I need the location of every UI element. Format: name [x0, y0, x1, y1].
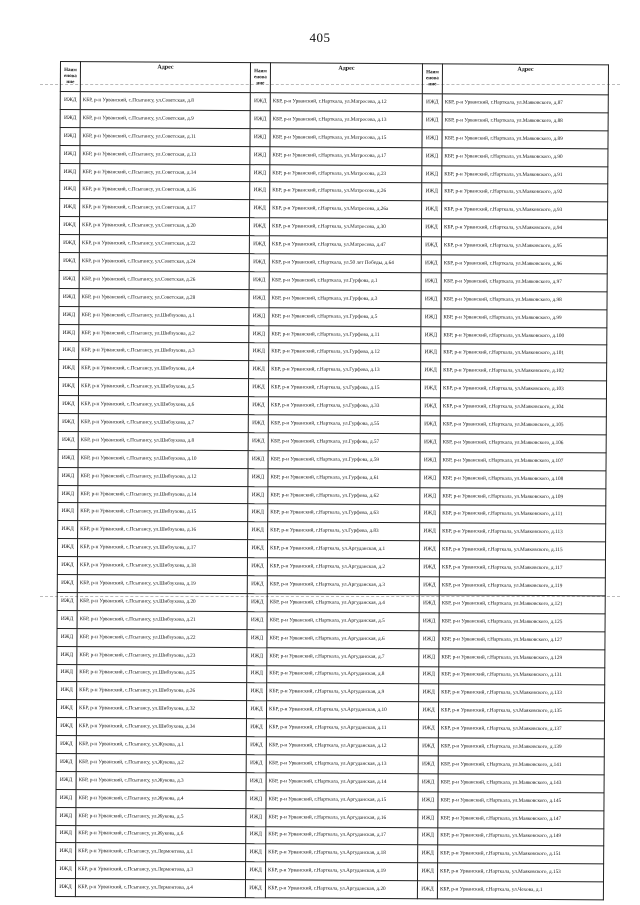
address-cell: КБР, р-н Урванский, г.Нарткала, ул.Гурфова, д.13 [269, 361, 421, 380]
address-cell: КБР, р-н Урванский, с.Псыгансу, ул.Советская, д.22 [79, 235, 249, 254]
object-type-cell: ИЖД [418, 702, 438, 720]
object-type-cell: ИЖД [60, 92, 80, 110]
address-cell: КБР, р-н Урванский, г.Нарткала, ул.Аргуданская, д.4 [267, 594, 419, 613]
object-type-cell: ИЖД [249, 218, 269, 236]
address-cell: КБР, р-н Урванский, с.Псыгансу, ул.Шибзухова, д.26 [77, 682, 247, 701]
address-cell: КБР, р-н Урванский, г.Нарткала, ул.Маяковского, д.90 [442, 148, 608, 167]
address-cell: КБР, р-н Урванский, г.Нарткала, ул.Маяковского, д.98 [441, 291, 607, 310]
address-cell: КБР, р-н Урванский, г.Нарткала, ул.Гурфова, д.3 [269, 290, 421, 309]
object-type-cell: ИЖД [422, 147, 442, 165]
address-cell: КБР, р-н Урванский, с.Псыгансу, ул.Жукова, д.6 [76, 825, 246, 844]
address-cell: КБР, р-н Урванский, г.Нарткала, ул.Маяковского, д.153 [437, 863, 603, 882]
address-cell: КБР, р-н Урванский, г.Нарткала, ул.Маяковского, д.115 [439, 541, 605, 560]
object-type-cell: ИЖД [419, 666, 439, 684]
object-type-cell: ИЖД [57, 646, 77, 664]
address-cell: КБР, р-н Урванский, г.Нарткала, ул.Гурфова, д.33 [268, 397, 420, 416]
object-type-cell: ИЖД [60, 181, 80, 199]
address-cell: КБР, р-н Урванский, г.Нарткала, ул.Маяковского, д.97 [441, 273, 607, 292]
object-type-cell: ИЖД [250, 93, 270, 111]
address-cell: КБР, р-н Урванский, с.Псыгансу, ул.Шибзухова, д.16 [78, 521, 248, 540]
address-cell: КБР, р-н Урванский, г.Нарткала, ул.Матросова, д.30 [269, 218, 421, 237]
address-cell: КБР, р-н Урванский, г.Нарткала, ул.Гурфова, д.59 [268, 451, 420, 470]
object-type-cell: ИЖД [57, 628, 77, 646]
address-cell: КБР, р-н Урванский, с.Псыгансу, ул.Шибзухова, д.3 [79, 342, 249, 361]
object-type-cell: ИЖД [58, 396, 78, 414]
object-type-cell: ИЖД [420, 505, 440, 523]
object-type-cell: ИЖД [56, 718, 76, 736]
object-type-cell: ИЖД [247, 594, 267, 612]
address-cell: КБР, р-н Урванский, с.Псыгансу, ул.Лермонтова, д.1 [76, 843, 246, 862]
address-cell: КБР, р-н Урванский, г.Нарткала, ул.Маяковского, д.127 [439, 631, 605, 650]
object-type-cell: ИЖД [249, 236, 269, 254]
address-cell: КБР, р-н Урванский, г.Нарткала, ул.Маяковского, д.96 [441, 255, 607, 274]
object-type-cell: ИЖД [58, 414, 78, 432]
object-type-cell: ИЖД [422, 129, 442, 147]
address-cell: КБР, р-н Урванский, г.Нарткала, ул.Аргуданская, д.10 [266, 701, 418, 720]
address-cell: КБР, р-н Урванский, г.Нарткала, ул.Маяковского, д.103 [440, 380, 606, 399]
object-type-cell: ИЖД [59, 360, 79, 378]
object-type-cell: ИЖД [55, 879, 75, 897]
object-type-cell: ИЖД [421, 237, 441, 255]
address-cell: КБР, р-н Урванский, с.Псыгансу, ул.Жукова, д.1 [76, 736, 246, 755]
address-cell: КБР, р-н Урванский, г.Нарткала, ул.Маяковского, д.107 [440, 452, 606, 471]
object-type-cell: ИЖД [59, 253, 79, 271]
address-cell: КБР, р-н Урванский, г.Нарткала, ул.Маяковского, д.91 [442, 165, 608, 184]
object-type-cell: ИЖД [420, 487, 440, 505]
object-type-cell: ИЖД [245, 880, 265, 898]
address-cell: КБР, р-н Урванский, г.Нарткала, ул.Маяковского, д.94 [441, 219, 607, 238]
object-type-cell: ИЖД [247, 558, 267, 576]
object-type-cell: ИЖД [60, 199, 80, 217]
address-cell: КБР, р-н Урванский, с.Псыгансу, ул.Жукова, д.5 [76, 807, 246, 826]
address-cell: КБР, р-н Урванский, г.Нарткала, ул.Матросова, д.15 [270, 129, 422, 148]
address-cell: КБР, р-н Урванский, с.Псыгансу, ул.Шибзухова, д.15 [78, 503, 248, 522]
object-type-cell: ИЖД [248, 397, 268, 415]
address-cell: КБР, р-н Урванский, г.Нарткала, ул.Аргуданская, д.18 [266, 844, 418, 863]
object-type-cell: ИЖД [248, 415, 268, 433]
address-cell: КБР, р-н Урванский, с.Псыгансу, ул.Жукова, д.4 [76, 789, 246, 808]
address-cell: КБР, р-н Урванский, с.Псыгансу, ул.Шибзухова, д.17 [77, 539, 247, 558]
object-type-cell: ИЖД [421, 362, 441, 380]
address-cell: КБР, р-н Урванский, г.Нарткала, ул.Гурфова, д.57 [268, 433, 420, 452]
object-type-cell: ИЖД [419, 630, 439, 648]
object-type-cell: ИЖД [246, 737, 266, 755]
address-cell: КБР, р-н Урванский, г.Нарткала, ул.Маяковского, д.129 [439, 648, 605, 667]
address-cell: КБР, р-н Урванский, г.Нарткала, ул.Маяковского, д.89 [442, 130, 608, 149]
address-cell: КБР, р-н Урванский, с.Псыгансу, ул.Шибзухова, д.23 [77, 646, 247, 665]
address-cell: КБР, р-н Урванский, с.Псыгансу, ул.Шибзухова, д.12 [78, 467, 248, 486]
object-type-cell: ИЖД [246, 772, 266, 790]
address-cell: КБР, р-н Урванский, г.Нарткала, ул.Матросова, д.23 [270, 164, 422, 183]
address-cell: КБР, р-н Урванский, с.Псыгансу, ул.Советская, д.26 [79, 271, 249, 290]
address-cell: КБР, р-н Урванский, г.Нарткала, ул.Матросова, д.12 [270, 93, 422, 112]
address-cell: КБР, р-н Урванский, г.Нарткала, ул.Аргуданская, д.13 [266, 755, 418, 774]
object-type-cell: ИЖД [59, 217, 79, 235]
object-type-cell: ИЖД [248, 504, 268, 522]
object-type-cell: ИЖД [58, 431, 78, 449]
object-type-cell: ИЖД [56, 861, 76, 879]
address-cell: КБР, р-н Урванский, г.Нарткала, ул.Маяковского, д.111 [440, 505, 606, 524]
address-cell: КБР, р-н Урванский, г.Нарткала, ул.Гурфова, д.1 [269, 272, 421, 291]
address-cell: КБР, р-н Урванский, с.Псыгансу, ул.Жукова, д.2 [76, 754, 246, 773]
object-type-cell: ИЖД [58, 467, 78, 485]
object-type-cell: ИЖД [59, 324, 79, 342]
object-type-cell: ИЖД [249, 325, 269, 343]
object-type-cell: ИЖД [419, 648, 439, 666]
object-type-cell: ИЖД [58, 378, 78, 396]
object-type-cell: ИЖД [418, 791, 438, 809]
object-type-cell: ИЖД [247, 647, 267, 665]
object-type-cell: ИЖД [418, 827, 438, 845]
address-cell: КБР, р-н Урванский, г.Нарткала, ул.Маяковского, д.133 [439, 684, 605, 703]
object-type-cell: ИЖД [420, 416, 440, 434]
header-row [60, 62, 608, 95]
object-type-cell: ИЖД [57, 664, 77, 682]
object-type-cell: ИЖД [248, 522, 268, 540]
address-cell: КБР, р-н Урванский, г.Нарткала, ул.Маяковского, д.141 [438, 756, 604, 775]
address-cell: КБР, р-н Урванский, г.Нарткала, ул.Маяковского, д.109 [440, 487, 606, 506]
object-type-cell: ИЖД [421, 344, 441, 362]
object-type-cell: ИЖД [250, 200, 270, 218]
object-type-cell: ИЖД [249, 254, 269, 272]
address-cell: КБР, р-н Урванский, с.Псыгансу, ул.Шибзухова, д.10 [78, 449, 248, 468]
object-type-cell: ИЖД [57, 682, 77, 700]
object-type-cell: ИЖД [421, 219, 441, 237]
address-cell: КБР, р-н Урванский, с.Псыгансу, ул.Шибзухова, д.32 [76, 700, 246, 719]
address-cell: КБР, р-н Урванский, г.Нарткала, ул.Маяковского, д.119 [439, 577, 605, 596]
address-cell: КБР, р-н Урванский, г.Нарткала, ул.Маяковского, д.135 [438, 702, 604, 721]
object-type-cell: ИЖД [250, 128, 270, 146]
object-type-cell: ИЖД [417, 881, 437, 899]
object-type-cell: ИЖД [246, 826, 266, 844]
object-type-cell: ИЖД [60, 145, 80, 163]
address-cell: КБР, р-н Урванский, с.Псыгансу, ул.Шибзухова, д.8 [78, 432, 248, 451]
address-cell: КБР, р-н Урванский, г.Нарткала, ул.Аргуданская, д.2 [267, 558, 419, 577]
address-cell: КБР, р-н Урванский, г.Нарткала, ул.Аргуданская, д.15 [266, 791, 418, 810]
object-type-cell: ИЖД [246, 755, 266, 773]
object-type-cell: ИЖД [250, 111, 270, 129]
address-cell: КБР, р-н Урванский, с.Псыгансу, ул.Советская, д.28 [79, 288, 249, 307]
object-type-cell: ИЖД [249, 361, 269, 379]
object-type-cell: ИЖД [246, 808, 266, 826]
object-type-cell: ИЖД [59, 342, 79, 360]
object-type-cell: ИЖД [59, 270, 79, 288]
address-cell: КБР, р-н Урванский, г.Нарткала, ул.Аргуданская, д.17 [266, 826, 418, 845]
object-type-cell: ИЖД [421, 326, 441, 344]
object-type-cell: ИЖД [248, 450, 268, 468]
object-type-cell: ИЖД [420, 398, 440, 416]
address-cell: КБР, р-н Урванский, г.Нарткала, ул.Гурфова, д.15 [268, 379, 420, 398]
address-cell: КБР, р-н Урванский, с.Псыгансу, ул.Шибзухова, д.21 [77, 610, 247, 629]
object-type-cell: ИЖД [419, 541, 439, 559]
address-cell: КБР, р-н Урванский, г.Нарткала, ул.Маяковского, д.105 [440, 416, 606, 435]
address-cell: КБР, р-н Урванский, г.Нарткала, ул.Гурфова, д.83 [268, 522, 420, 541]
object-type-cell: ИЖД [418, 774, 438, 792]
object-type-cell: ИЖД [248, 486, 268, 504]
object-type-cell: ИЖД [60, 127, 80, 145]
object-type-cell: ИЖД [56, 807, 76, 825]
object-type-cell: ИЖД [59, 235, 79, 253]
address-cell: КБР, р-н Урванский, г.Нарткала, ул.Гурфова, д.62 [268, 486, 420, 505]
address-cell: КБР, р-н Урванский, г.Нарткала, ул.Аргуданская, д.20 [265, 880, 417, 899]
object-type-cell: ИЖД [57, 575, 77, 593]
object-type-cell: ИЖД [56, 700, 76, 718]
address-cell: КБР, р-н Урванский, с.Псыгансу, ул.Жукова, д.3 [76, 771, 246, 790]
address-cell: КБР, р-н Урванский, с.Псыгансу, ул.Советская, д.24 [79, 253, 249, 272]
address-cell: КБР, р-н Урванский, г.Нарткала, ул.Маяковского, д.93 [442, 201, 608, 220]
address-cell: КБР, р-н Урванский, с.Псыгансу, ул.Советская, д.11 [80, 127, 250, 146]
object-type-cell: ИЖД [419, 684, 439, 702]
object-type-cell: ИЖД [418, 720, 438, 738]
object-type-cell: ИЖД [247, 540, 267, 558]
column-header-type: Наим енова ние [422, 64, 442, 94]
object-type-cell: ИЖД [246, 844, 266, 862]
address-cell: КБР, р-н Урванский, г.Нарткала, ул.Гурфова, д.61 [268, 468, 420, 487]
address-cell: КБР, р-н Урванский, г.Нарткала, ул.Аргуданская, д.14 [266, 773, 418, 792]
address-cell: КБР, р-н Урванский, с.Псыгансу, ул.Шибзухова, д.25 [77, 664, 247, 683]
object-type-cell: ИЖД [250, 182, 270, 200]
object-type-cell: ИЖД [418, 809, 438, 827]
object-type-cell: ИЖД [418, 738, 438, 756]
address-cell: КБР, р-н Урванский, г.Нарткала, ул.Матросова, д.13 [270, 111, 422, 130]
address-cell: КБР, р-н Урванский, г.Нарткала, ул.Гурфова, д.55 [268, 415, 420, 434]
address-cell: КБР, р-н Урванский, г.Нарткала, ул.Аргуданская, д.5 [267, 612, 419, 631]
table-row [55, 879, 603, 900]
object-type-cell: ИЖД [248, 468, 268, 486]
address-cell: КБР, р-н Урванский, с.Псыгансу, ул.Шибзухова, д.6 [78, 396, 248, 415]
address-cell: КБР, р-н Урванский, г.Нарткала, ул.Аргуданская, д.6 [267, 629, 419, 648]
address-cell: КБР, р-н Урванский, г.Нарткала, ул.Аргуданская, д.11 [266, 719, 418, 738]
address-cell: КБР, р-н Урванский, г.Нарткала, ул.Маяковского, д.113 [440, 523, 606, 542]
address-cell: КБР, р-н Урванский, г.Нарткала, ул.Маяковского, д.108 [440, 470, 606, 489]
column-header-type: Наим енова ние [250, 63, 270, 93]
object-type-cell: ИЖД [58, 485, 78, 503]
column-header-address: Адрес [442, 64, 608, 95]
object-type-cell: ИЖД [248, 433, 268, 451]
address-cell: КБР, р-н Урванский, г.Нарткала, ул.Гурфова, д.12 [269, 343, 421, 362]
object-type-cell: ИЖД [57, 539, 77, 557]
address-cell: КБР, р-н Урванский, г.Нарткала, ул.Гурфова, д.63 [268, 504, 420, 523]
object-type-cell: ИЖД [250, 164, 270, 182]
address-cell: КБР, р-н Урванский, г.Нарткала, ул.Матросова, д.26а [270, 200, 422, 219]
object-type-cell: ИЖД [247, 683, 267, 701]
address-cell: КБР, р-н Урванский, г.Нарткала, ул.Аргуданская, д.9 [267, 683, 419, 702]
address-cell: КБР, р-н Урванский, г.Нарткала, ул.Маяковского, д.147 [438, 809, 604, 828]
address-cell: КБР, р-н Урванский, с.Псыгансу, ул.Шибзухова, д.18 [77, 557, 247, 576]
object-type-cell: ИЖД [420, 452, 440, 470]
address-cell: КБР, р-н Урванский, г.Нарткала, ул.Маяковского, д.131 [439, 666, 605, 685]
object-type-cell: ИЖД [418, 845, 438, 863]
table-body [55, 92, 608, 900]
object-type-cell: ИЖД [422, 94, 442, 112]
address-cell: КБР, р-н Урванский, г.Нарткала, ул.Маяковского, д.121 [439, 595, 605, 614]
address-cell: КБР, р-н Урванский, г.Нарткала, ул.Чехова, д.1 [437, 881, 603, 900]
address-cell: КБР, р-н Урванский, с.Псыгансу, ул.Советская, д.20 [79, 217, 249, 236]
object-type-cell: ИЖД [419, 613, 439, 631]
column-header-address: Адрес [80, 62, 250, 93]
address-cell: КБР, р-н Урванский, с.Псыгансу, ул.Советская, д.17 [80, 199, 250, 218]
object-type-cell: ИЖД [420, 434, 440, 452]
address-cell: КБР, р-н Урванский, г.Нарткала, ул.Аргуданская, д.19 [266, 862, 418, 881]
object-type-cell: ИЖД [56, 771, 76, 789]
address-cell: КБР, р-н Урванский, г.Нарткала, ул.Аргуданская, д.16 [266, 808, 418, 827]
address-cell: КБР, р-н Урванский, г.Нарткала, ул.Матросова, д.17 [270, 146, 422, 165]
object-type-cell: ИЖД [419, 595, 439, 613]
object-type-cell: ИЖД [249, 343, 269, 361]
address-cell: КБР, р-н Урванский, г.Нарткала, ул.Гурфова, д.5 [269, 307, 421, 326]
object-type-cell: ИЖД [56, 753, 76, 771]
address-cell: КБР, р-н Урванский, с.Псыгансу, ул.Шибзухова, д.5 [78, 378, 248, 397]
address-cell: КБР, р-н Урванский, с.Псыгансу, ул.Советская, д.8 [80, 92, 250, 111]
address-cell: КБР, р-н Урванский, г.Нарткала, ул.Маяковского, д.106 [440, 434, 606, 453]
object-type-cell: ИЖД [246, 790, 266, 808]
object-type-cell: ИЖД [422, 165, 442, 183]
object-type-cell: ИЖД [57, 557, 77, 575]
address-cell: КБР, р-н Урванский, с.Псыгансу, ул.Шибзухова, д.20 [77, 593, 247, 612]
address-cell: КБР, р-н Урванский, г.Нарткала, ул.Маяковского, д.149 [438, 827, 604, 846]
address-cell: КБР, р-н Урванский, с.Псыгансу, ул.Советская, д.13 [80, 145, 250, 164]
object-type-cell: ИЖД [249, 289, 269, 307]
address-cell: КБР, р-н Урванский, г.Нарткала, ул.Маяковского, д.137 [438, 720, 604, 739]
address-cell: КБР, р-н Урванский, г.Нарткала, ул.Маяковского, д.145 [438, 792, 604, 811]
address-cell: КБР, р-н Урванский, г.Нарткала, ул.Маяковского, д.117 [439, 559, 605, 578]
object-type-cell: ИЖД [250, 146, 270, 164]
object-type-cell: ИЖД [417, 863, 437, 881]
address-cell: КБР, р-н Урванский, г.Нарткала, ул.Маяковского, д.104 [440, 398, 606, 417]
address-cell: КБР, р-н Урванский, с.Псыгансу, ул.Шибзухова, д.4 [79, 360, 249, 379]
object-type-cell: ИЖД [59, 288, 79, 306]
address-cell: КБР, р-н Урванский, с.Псыгансу, ул.Шибзухова, д.2 [79, 324, 249, 343]
address-cell: КБР, р-н Урванский, г.Нарткала, ул.Маяковского, д.88 [442, 112, 608, 131]
address-cell: КБР, р-н Урванский, г.Нарткала, ул.Маяковского, д.101 [441, 344, 607, 363]
object-type-cell: ИЖД [419, 559, 439, 577]
object-type-cell: ИЖД [56, 789, 76, 807]
page-number: 405 [309, 30, 331, 45]
object-type-cell: ИЖД [247, 665, 267, 683]
object-type-cell: ИЖД [247, 611, 267, 629]
object-type-cell: ИЖД [248, 379, 268, 397]
address-cell: КБР, р-н Урванский, с.Псыгансу, ул.Шибзухова, д.14 [78, 485, 248, 504]
address-cell: КБР, р-н Урванский, г.Нарткала, ул.Аргуданская, д.7 [267, 647, 419, 666]
address-cell: КБР, р-н Урванский, г.Нарткала, ул.Аргуданская, д.8 [267, 665, 419, 684]
column-header-address: Адрес [270, 63, 422, 94]
object-type-cell: ИЖД [56, 736, 76, 754]
address-cell: КБР, р-н Урванский, г.Нарткала, ул.Маяковского, д.92 [442, 183, 608, 202]
object-type-cell: ИЖД [421, 308, 441, 326]
object-type-cell: ИЖД [56, 843, 76, 861]
object-type-cell: ИЖД [418, 756, 438, 774]
object-type-cell: ИЖД [57, 592, 77, 610]
address-cell: КБР, р-н Урванский, г.Нарткала, ул.Маяковского, д.95 [441, 237, 607, 256]
address-cell: КБР, р-н Урванский, с.Псыгансу, ул.Лермонтова, д.4 [75, 879, 245, 898]
address-cell: КБР, р-н Урванский, с.Псыгансу, ул.Лермонтова, д.3 [76, 861, 246, 880]
object-type-cell: ИЖД [246, 862, 266, 880]
address-cell: КБР, р-н Урванский, с.Псыгансу, ул.Шибзухова, д.1 [79, 306, 249, 325]
object-type-cell: ИЖД [422, 183, 442, 201]
object-type-cell: ИЖД [249, 272, 269, 290]
address-cell: КБР, р-н Урванский, г.Нарткала, ул.Маяковского, д.125 [439, 613, 605, 632]
address-cell: КБР, р-н Урванский, г.Нарткала, ул.Аргуданская, д.3 [267, 576, 419, 595]
address-cell: КБР, р-н Урванский, г.Нарткала, ул.Маяковского, д.139 [438, 738, 604, 757]
object-type-cell: ИЖД [247, 576, 267, 594]
address-cell: КБР, р-н Урванский, с.Псыгансу, ул.Шибзухова, д.19 [77, 575, 247, 594]
object-type-cell: ИЖД [60, 163, 80, 181]
object-type-cell: ИЖД [58, 503, 78, 521]
object-type-cell: ИЖД [57, 610, 77, 628]
object-type-cell: ИЖД [247, 629, 267, 647]
address-cell: КБР, р-н Урванский, с.Псыгансу, ул.Шибзухова, д.22 [77, 628, 247, 647]
address-registry-table [55, 61, 609, 900]
column-header-type: Наим енова ние [60, 62, 80, 92]
object-type-cell: ИЖД [59, 306, 79, 324]
address-cell: КБР, р-н Урванский, г.Нарткала, ул.Аргуданская, д.1 [267, 540, 419, 559]
object-type-cell: ИЖД [421, 273, 441, 291]
address-cell: КБР, р-н Урванский, г.Нарткала, ул.Маяковского, д.102 [441, 362, 607, 381]
object-type-cell: ИЖД [246, 701, 266, 719]
address-cell: КБР, р-н Урванский, с.Псыгансу, ул.Советская, д.9 [80, 110, 250, 129]
object-type-cell: ИЖД [249, 307, 269, 325]
object-type-cell: ИЖД [56, 825, 76, 843]
address-cell: КБР, р-н Урванский, с.Псыгансу, ул.Шибзухова, д.34 [76, 718, 246, 737]
address-cell: КБР, р-н Урванский, г.Нарткала, ул.Маяковского, д.87 [442, 94, 608, 113]
object-type-cell: ИЖД [422, 112, 442, 130]
address-cell: КБР, р-н Урванский, г.Нарткала, ул.Матросова, д.47 [269, 236, 421, 255]
address-cell: КБР, р-н Урванский, с.Псыгансу, ул.Советская, д.14 [80, 163, 250, 182]
object-type-cell: ИЖД [58, 449, 78, 467]
object-type-cell: ИЖД [420, 380, 440, 398]
table-header [60, 62, 608, 95]
object-type-cell: ИЖД [420, 523, 440, 541]
object-type-cell: ИЖД [246, 719, 266, 737]
address-cell: КБР, р-н Урванский, с.Псыгансу, ул.Шибзухова, д.7 [78, 414, 248, 433]
address-cell: КБР, р-н Урванский, г.Нарткала, ул.Маяковского, д.143 [438, 774, 604, 793]
object-type-cell: ИЖД [421, 291, 441, 309]
object-type-cell: ИЖД [58, 521, 78, 539]
address-cell: КБР, р-н Урванский, г.Нарткала, ул.Матросова, д.26 [270, 182, 422, 201]
address-cell: КБР, р-н Урванский, г.Нарткала, ул.Маяковского, д.100 [441, 326, 607, 345]
object-type-cell: ИЖД [421, 255, 441, 273]
address-cell: КБР, р-н Урванский, г.Нарткала, ул.Маяковского, д.99 [441, 309, 607, 328]
address-cell: КБР, р-н Урванский, с.Псыгансу, ул.Советская, д.16 [80, 181, 250, 200]
object-type-cell: ИЖД [419, 577, 439, 595]
object-type-cell: ИЖД [420, 469, 440, 487]
address-cell: КБР, р-н Урванский, г.Нарткала, ул.Маяковского, д.151 [438, 845, 604, 864]
address-cell: КБР, р-н Урванский, г.Нарткала, ул.Гурфова, д.11 [269, 325, 421, 344]
address-cell: КБР, р-н Урванский, г.Нарткала, ул.Аргуданская, д.12 [266, 737, 418, 756]
object-type-cell: ИЖД [422, 201, 442, 219]
address-cell: КБР, р-н Урванский, г.Нарткала, ул.50 лет Победы, д.64 [269, 254, 421, 273]
object-type-cell: ИЖД [60, 109, 80, 127]
